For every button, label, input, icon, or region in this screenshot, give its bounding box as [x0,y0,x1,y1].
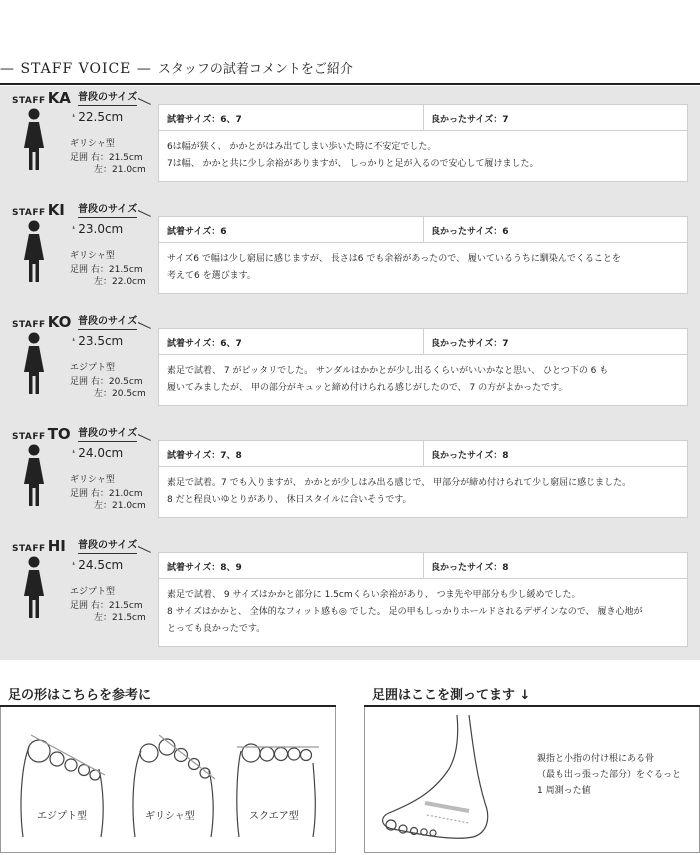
good-size: 良かったサイズ：7 [431,339,509,349]
down-arrow-icon: ↓ [519,688,531,703]
shoe-icon: ❛ [72,449,76,460]
usual-size-label: 普段のサイズ [78,200,137,218]
comment-line: サイズ6 で幅は少し窮屈に感じますが、 長さは6 でも余裕があったので、 履いているうちに馴染んでくることを [167,254,621,264]
staff-initials: TO [47,425,71,443]
header-title-en: — STAFF VOICE — [0,61,152,77]
measure-line-2: （最も出っ張った部分）をぐるっと [537,770,682,780]
staff-name [12,424,71,443]
shoe-size-value: 23.5cm [78,334,124,348]
staff-prefix: STAFF [12,320,46,330]
usual-shoe-size [72,558,123,572]
foot-circumference-left: 左：21.0cm [94,165,146,175]
usual-size-label: 普段のサイズ [78,88,137,106]
size-header-divider [423,553,424,579]
comment-body [159,467,687,517]
tried-size: 試着サイズ：6 [167,227,227,237]
good-size: 良かったサイズ：6 [431,227,509,237]
shoe-size-value: 22.5cm [78,110,124,124]
foot-circumference-right: 足囲 右：21.5cm [70,601,143,611]
comment-line: 履いてみましたが、 甲の部分がキュッと締め付けられる感じがしたので、 7 の方がよかったです。 [167,383,568,393]
shoe-icon: ❛ [72,113,76,124]
foot-shape-title: 足の形はこちらを参考に [8,688,152,703]
comment-body [159,243,687,293]
measure-box [364,707,700,853]
usual-size-label: 普段のサイズ [78,424,137,442]
foot-type: ギリシャ型 [70,251,115,261]
comment-line: 8 だと程良いゆとりがあり、 休日スタイルに合いそうです。 [167,495,412,505]
staff-name [12,536,66,555]
staff-voice-header [0,58,700,84]
tried-size: 試着サイズ：7、8 [167,451,242,461]
measure-line-3: 1 周測った値 [537,786,591,796]
staff-list [0,86,700,660]
measure-title-text: 足囲はここを測ってます [372,688,516,703]
usual-shoe-size [72,110,123,124]
comment-body [159,355,687,405]
size-header-divider [423,217,424,243]
usual-shoe-size [72,446,123,460]
size-header [159,441,687,467]
comment-line: 8 サイズはかかと、 全体的なフィット感も◎ でした。 足の甲もしっかりホールドされるデザインなので、 履き心地が [167,607,643,617]
woman-figure-icon [22,556,46,620]
foot-type: エジプト型 [70,363,116,373]
staff-entry-ki [0,198,700,302]
usual-size-label: 普段のサイズ [78,536,137,554]
woman-figure-icon [22,220,46,284]
size-header-divider [423,441,424,467]
comment-card [158,440,688,518]
foot-circumference-left: 左：20.5cm [94,389,146,399]
staff-prefix: STAFF [12,432,46,442]
foot-circumference-right: 足囲 右：20.5cm [70,377,143,387]
usual-size-divider [138,98,151,105]
staff-profile [10,422,158,526]
woman-figure-icon [22,444,46,508]
comment-line: 7は幅、 かかと共に少し余裕がありますが、 しっかりと足が入るので安心して履けました。 [167,159,539,169]
shoe-icon: ❛ [72,561,76,572]
usual-shoe-size [72,334,123,348]
staff-profile [10,534,158,638]
staff-entry-ka [0,86,700,190]
staff-profile [10,310,158,414]
shoe-size-value: 24.0cm [78,446,124,460]
staff-profile [10,198,158,302]
usual-size-divider [138,322,151,329]
comment-body [159,131,687,181]
size-header [159,329,687,355]
measure-description [537,751,681,799]
foot-type: ギリシャ型 [70,139,115,149]
comment-card [158,104,688,182]
shoe-size-value: 24.5cm [78,558,124,572]
staff-initials: HI [47,537,66,555]
size-header-divider [423,105,424,131]
staff-name [12,200,65,219]
usual-size-divider [138,434,151,441]
foot-type-greece: ギリシャ型 [145,811,195,822]
foot-shapes-illustration [1,707,337,853]
staff-prefix: STAFF [12,208,46,218]
foot-type-egypt: エジプト型 [37,811,87,822]
foot-shape-box [0,707,336,853]
size-header-divider [423,329,424,355]
shoe-icon: ❛ [72,225,76,236]
foot-circumference-right: 足囲 右：21.0cm [70,489,143,499]
staff-initials: KI [47,201,65,219]
foot-circumference-left: 左：21.5cm [94,613,146,623]
staff-prefix: STAFF [12,96,46,106]
comment-line: 素足で試着、 7 がピッタリでした。 サンダルはかかとが少し出るくらいがいいかなと思い、 ひとつ下の 6 も [167,366,609,376]
woman-figure-icon [22,332,46,396]
usual-shoe-size [72,222,123,236]
foot-circumference-left: 左：21.0cm [94,501,146,511]
staff-initials: KO [47,313,72,331]
tried-size: 試着サイズ：6、7 [167,339,242,349]
size-header [159,105,687,131]
header-subtitle: スタッフの試着コメントをご紹介 [157,62,353,77]
usual-size-label: 普段のサイズ [78,312,137,330]
foot-type: エジプト型 [70,587,116,597]
size-header [159,217,687,243]
tried-size: 試着サイズ：6、7 [167,115,242,125]
comment-line: 考えて6 を選びます。 [167,271,256,281]
staff-prefix: STAFF [12,544,46,554]
staff-initials: KA [47,89,71,107]
good-size: 良かったサイズ：7 [431,115,509,125]
comment-card [158,552,688,647]
header-title [0,58,353,77]
foot-circumference-right: 足囲 右：21.5cm [70,265,143,275]
comment-line: 6は幅が狭く、 かかとがはみ出てしまい歩いた時に不安定でした。 [167,142,437,152]
staff-name [12,88,71,107]
comment-line: 素足で試着、 9 サイズはかかと部分に 1.5cmくらい余裕があり、 つま先や甲部分も少し緩めでした。 [167,590,581,600]
shoe-size-value: 23.0cm [78,222,124,236]
header-divider [0,83,700,85]
foot-type: ギリシャ型 [70,475,115,485]
staff-profile [10,86,158,190]
comment-card [158,216,688,294]
comment-card [158,328,688,406]
foot-circumference-left: 左：22.0cm [94,277,146,287]
foot-measure-illustration [373,707,543,853]
comment-line: 素足で試着。7 でも入りますが、 かかとが少しはみ出る感じで、 甲部分が締め付けられて少し窮屈に感じました。 [167,478,632,488]
measure-line-1: 親指と小指の付け根にある骨 [537,754,655,764]
usual-size-divider [138,546,151,553]
foot-circumference-right: 足囲 右：21.5cm [70,153,143,163]
good-size: 良かったサイズ：8 [431,563,509,573]
good-size: 良かったサイズ：8 [431,451,509,461]
foot-type-square: スクエア型 [249,811,299,822]
staff-name [12,312,71,331]
staff-entry-to [0,422,700,526]
size-header [159,553,687,579]
usual-size-divider [138,210,151,217]
staff-entry-ko [0,310,700,414]
tried-size: 試着サイズ：8、9 [167,563,242,573]
comment-body [159,579,687,646]
woman-figure-icon [22,108,46,172]
comment-line: とっても良かったです。 [167,624,266,634]
staff-entry-hi [0,534,700,638]
measure-title [372,684,530,703]
shoe-icon: ❛ [72,337,76,348]
